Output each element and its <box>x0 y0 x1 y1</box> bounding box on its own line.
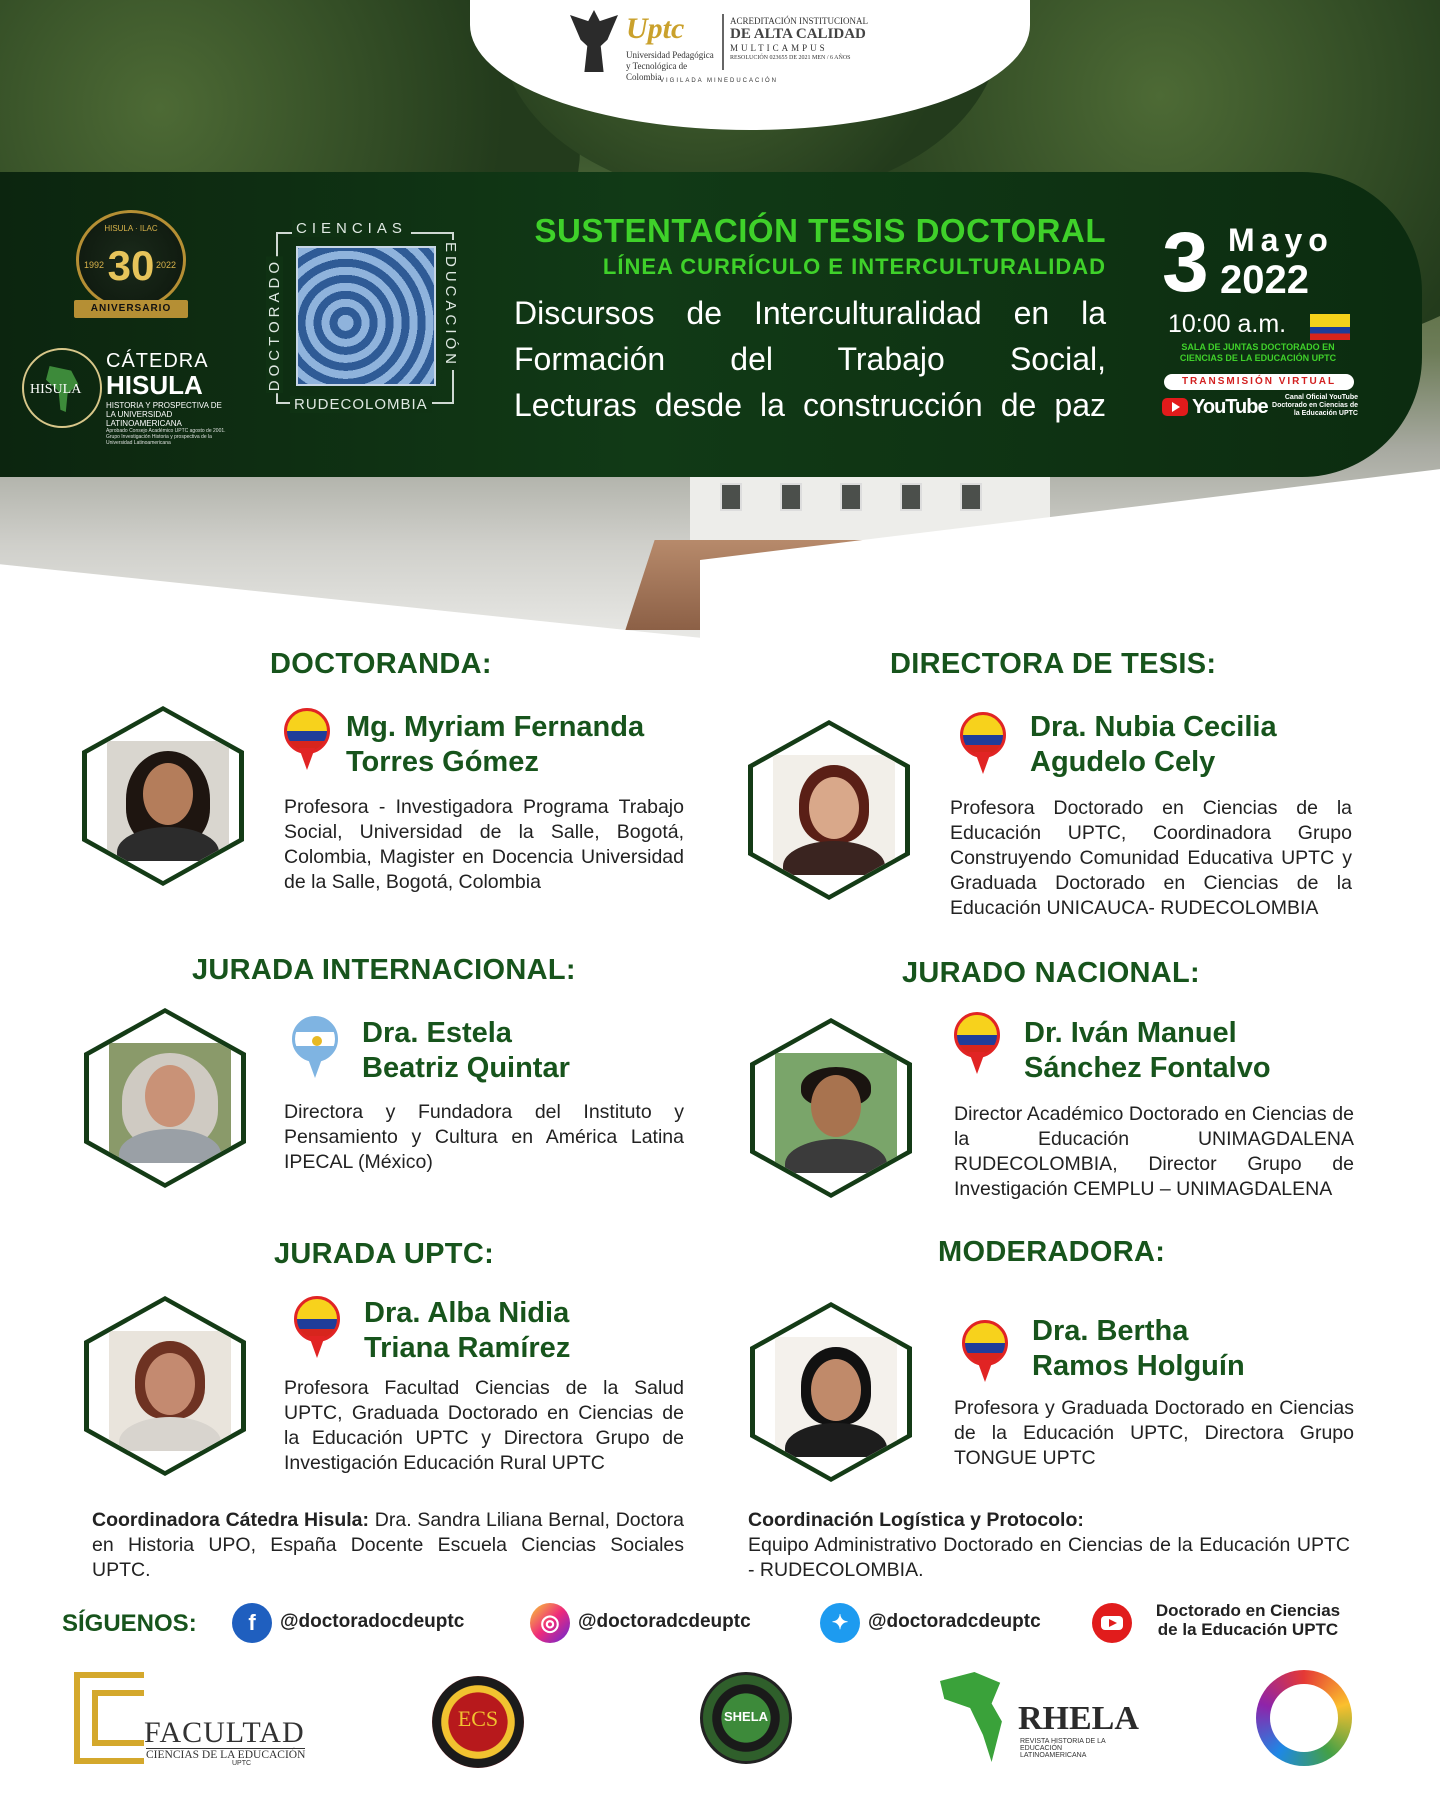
portrait-frame-inner <box>87 711 239 881</box>
event-date-block <box>1160 214 1360 424</box>
thesis-topic-line1: Discursos de Interculturalidad en la <box>514 295 1106 331</box>
role-heading: JURADA INTERNACIONAL: <box>192 954 576 986</box>
pin-tip <box>969 1052 985 1074</box>
badge-year-start: 1992 <box>84 260 105 270</box>
pin-tip <box>299 748 315 770</box>
person-name <box>364 1296 570 1366</box>
hisula-logo-word: HISULA <box>30 382 82 397</box>
shela-logo <box>700 1672 792 1764</box>
facebook-handle: @doctoradocdeuptc <box>280 1611 465 1632</box>
person-name-line1: Dra. Nubia Cecilia <box>1030 711 1277 743</box>
person-name-line2: Sánchez Fontalvo <box>1024 1052 1271 1084</box>
colombia-pin-icon <box>294 1296 340 1362</box>
event-time: 10:00 a.m. <box>1168 310 1287 338</box>
coordination-hisula <box>92 1508 684 1583</box>
catedra-line1: CÁTEDRA <box>106 350 209 372</box>
pin-tip <box>977 1360 993 1382</box>
rhela-sub: REVISTA HISTORIA DE LA EDUCACIÓN LATINOAMERICANA <box>1020 1738 1106 1759</box>
badge-number: 30 <box>107 242 155 289</box>
pin-tip <box>309 1336 325 1358</box>
rhela-word: RHELA <box>1018 1700 1139 1737</box>
person-description: Profesora - Investigadora Programa Trabajo Social, Universidad de la Salle, Bogotá, Colombia, Magister en Docencia Universidad de la Salle, Bogotá, Colombia <box>284 796 684 893</box>
twitter-handle: @doctoradcdeuptc <box>868 1611 1041 1632</box>
argentina-pin-icon <box>292 1016 338 1082</box>
rhela-logo <box>940 1672 1139 1762</box>
badge-top: HISULA · ILAC <box>104 224 158 233</box>
catedra-line2: HISULA <box>106 370 203 400</box>
uptc-logo <box>570 10 890 90</box>
portrait-frame <box>84 1008 246 1188</box>
person-name-line1: Dr. Iván Manuel <box>1024 1017 1237 1049</box>
portrait-photo <box>775 1337 897 1457</box>
thesis-topic-line2: Formación del Trabajo Social, <box>514 341 1106 377</box>
channel-text: Canal Oficial YouTube Doctorado en Ciencias de la Educación UPTC <box>1272 394 1358 417</box>
hisula-logo <box>22 348 102 428</box>
portrait-frame <box>750 1302 912 1482</box>
portrait-photo <box>107 741 229 861</box>
rudecolombia-logo <box>262 216 468 416</box>
portrait-photo <box>109 1043 231 1163</box>
portrait-frame-inner <box>89 1301 241 1471</box>
facultad-uptc: UPTC <box>232 1760 252 1767</box>
accreditation-resolution: RESOLUCIÓN 023655 DE 2021 MEN / 6 AÑOS <box>730 55 851 61</box>
youtube-word: YouTube <box>1192 396 1268 418</box>
facultad-sub: CIENCIAS DE LA EDUCACIÓN <box>146 1749 306 1761</box>
portrait-frame <box>748 720 910 900</box>
portrait-frame-inner <box>755 1023 907 1193</box>
pin-tip <box>307 1056 323 1078</box>
badge-year-end: 2022 <box>156 260 177 270</box>
facebook-icon: f <box>232 1603 272 1643</box>
ecs-logo-text: ECS <box>457 1706 499 1731</box>
vigilada-text: VIGILADA MINEDUCACIÓN <box>660 78 779 84</box>
colombia-pin-icon <box>960 712 1006 778</box>
youtube-channel-line2: de la Educación UPTC <box>1157 1620 1339 1639</box>
twitter-icon: ✦ <box>820 1603 860 1643</box>
accreditation-line2: DE ALTA CALIDAD <box>730 26 866 42</box>
transmission-badge: TRANSMISIÓN VIRTUAL <box>1164 374 1354 390</box>
person-name-line2: Triana Ramírez <box>364 1332 571 1364</box>
colombia-pin-icon <box>962 1320 1008 1386</box>
person-name-line2: Agudelo Cely <box>1030 746 1216 778</box>
portrait-frame <box>84 1296 246 1476</box>
photo-face <box>811 1359 861 1421</box>
accreditation-line3: MULTICAMPUS <box>730 43 828 53</box>
instagram-icon: ◎ <box>530 1603 570 1643</box>
accreditation-block <box>730 16 868 61</box>
person-name <box>346 710 644 780</box>
coordination-logistics-text: Equipo Administrativo Doctorado en Ciencias de la Educación UPTC - RUDECOLOMBIA. <box>748 1534 1350 1581</box>
person-name-line1: Dra. Estela <box>362 1017 512 1049</box>
person-name-line2: Ramos Holguín <box>1032 1350 1245 1382</box>
youtube-channel-line1: Doctorado en Ciencias <box>1155 1601 1341 1620</box>
colombia-flag-icon <box>1310 314 1350 340</box>
ecs-logo <box>432 1676 524 1768</box>
badge-ribbon: ANIVERSARIO <box>74 300 188 318</box>
person-description: Profesora Facultad Ciencias de la Salud UPTC, Graduada Doctorado en Ciencias de la Educación UPTC y Directora Grupo de Investigación Educación Rural UPTC <box>284 1377 684 1474</box>
uptc-subtitle: Universidad Pedagógica y Tecnológica de Colombia <box>626 50 714 82</box>
logo-left-text: DOCTORADO <box>266 258 283 392</box>
eagle-icon <box>570 10 618 72</box>
role-heading: JURADO NACIONAL: <box>902 957 1201 989</box>
portrait-frame <box>82 706 244 886</box>
sun-icon <box>312 1036 322 1046</box>
portrait-photo <box>773 755 895 875</box>
facultad-mark-icon <box>92 1690 144 1746</box>
catedra-line3: HISTORIA Y PROSPECTIVA DE LA UNIVERSIDAD LATINOAMERICANA <box>106 401 222 428</box>
accreditation-line1: ACREDITACIÓN INSTITUCIONAL <box>730 16 869 26</box>
role-heading: DIRECTORA DE TESIS: <box>890 648 1217 680</box>
event-month: Mayo <box>1228 222 1334 258</box>
catedra-line4: Aprobado Consejo Académico UPTC agosto de 2001. Grupo Investigación Historia y prospectiva de la Universidad Latinoamericana <box>106 428 226 446</box>
colombia-pin-icon <box>954 1012 1000 1078</box>
event-title: SUSTENTACIÓN TESIS DOCTORAL <box>534 212 1106 249</box>
coordination-hisula-label: Coordinadora Cátedra Hisula: <box>92 1509 369 1531</box>
person-description: Profesora y Graduada Doctorado en Ciencias de la Educación UPTC, Directora Grupo TONGUE UPTC <box>954 1397 1354 1469</box>
shela-logo-text: SHELA <box>723 1709 769 1724</box>
photo-face <box>811 1075 861 1137</box>
instagram-handle: @doctoradcdeuptc <box>578 1611 751 1632</box>
portrait-photo <box>109 1331 231 1451</box>
person-name-line1: Dra. Alba Nidia <box>364 1297 570 1329</box>
person-name-line1: Dra. Bertha <box>1032 1315 1189 1347</box>
portrait-frame-inner <box>755 1307 907 1477</box>
portrait-photo <box>775 1053 897 1173</box>
person-name <box>362 1016 570 1086</box>
pin-tip <box>975 752 991 774</box>
role-heading: JURADA UPTC: <box>274 1238 495 1270</box>
event-place: SALA DE JUNTAS DOCTORADO EN CIENCIAS DE LA EDUCACIÓN UPTC <box>1179 342 1337 363</box>
photo-face <box>145 1065 195 1127</box>
person-name <box>1032 1314 1245 1384</box>
colombia-pin-icon <box>284 708 330 774</box>
person-name-line2: Torres Gómez <box>346 746 539 778</box>
person-name-line2: Beatriz Quintar <box>362 1052 570 1084</box>
anniversary-badge <box>66 210 196 320</box>
person-description: Profesora Doctorado en Ciencias de la Educación UPTC, Coordinadora Grupo Construyendo Comunidad Educativa UPTC y Graduada Doctorado en Ciencias de la Educación UNICAUCA- RUDECOLOMBIA <box>950 797 1352 919</box>
person-description: Director Académico Doctorado en Ciencias de la Educación UNIMAGDALENA RUDECOLOMBIA, Director Grupo de Investigación CEMPLU – UNIMAGDALENA <box>954 1103 1354 1200</box>
role-heading: DOCTORANDA: <box>270 648 492 680</box>
person-name-line1: Mg. Myriam Fernanda <box>346 711 645 743</box>
portrait-frame-inner <box>753 725 905 895</box>
youtube-channel-name <box>1148 1601 1348 1639</box>
youtube-icon <box>1092 1603 1132 1643</box>
youtube-channel <box>1160 394 1360 420</box>
uptc-wordmark: Uptc <box>626 12 685 45</box>
facultad-word: FACULTAD <box>144 1716 305 1749</box>
thesis-topic <box>514 290 1106 428</box>
logo-right-text: EDUCACIÓN <box>442 242 459 369</box>
hero-banner <box>0 0 1440 640</box>
event-day: 3 <box>1162 215 1209 309</box>
photo-face <box>145 1353 195 1415</box>
coordination-logistics <box>748 1508 1350 1583</box>
coordination-logistics-label: Coordinación Logística y Protocolo: <box>748 1509 1084 1531</box>
spiral-art-icon <box>296 246 436 386</box>
person-description: Directora y Fundadora del Instituto y Pensamiento y Cultura en América Latina IPECAL (México) <box>284 1101 684 1173</box>
portrait-frame <box>750 1018 912 1198</box>
catedra-hisula <box>106 350 226 446</box>
photo-face <box>143 763 193 825</box>
coordination-hisula-text: Dra. Sandra Liliana Bernal, Doctora en Historia UPO, España Docente Escuela Ciencias Sociales UPTC. <box>92 1509 684 1581</box>
logo-bottom-text: RUDECOLOMBIA <box>290 396 432 413</box>
photo-face <box>809 777 859 839</box>
follow-label: SÍGUENOS: <box>62 1610 197 1637</box>
logo-top-text: CIENCIAS <box>292 220 411 237</box>
youtube-icon <box>1162 398 1188 416</box>
comunidad-educativa-logo <box>1256 1670 1352 1766</box>
role-heading: MODERADORA: <box>938 1236 1166 1268</box>
event-line: LÍNEA CURRÍCULO E INTERCULTURALIDAD <box>602 254 1106 279</box>
facultad-logo <box>74 1672 344 1768</box>
hero-cut <box>0 560 720 640</box>
event-year: 2022 <box>1220 258 1309 302</box>
person-name <box>1030 710 1277 780</box>
divider <box>722 14 724 70</box>
america-map-icon <box>940 1672 1026 1762</box>
thesis-topic-line3: Lecturas desde la construcción de paz <box>514 387 1106 423</box>
portrait-frame-inner <box>89 1013 241 1183</box>
person-name <box>1024 1016 1271 1086</box>
